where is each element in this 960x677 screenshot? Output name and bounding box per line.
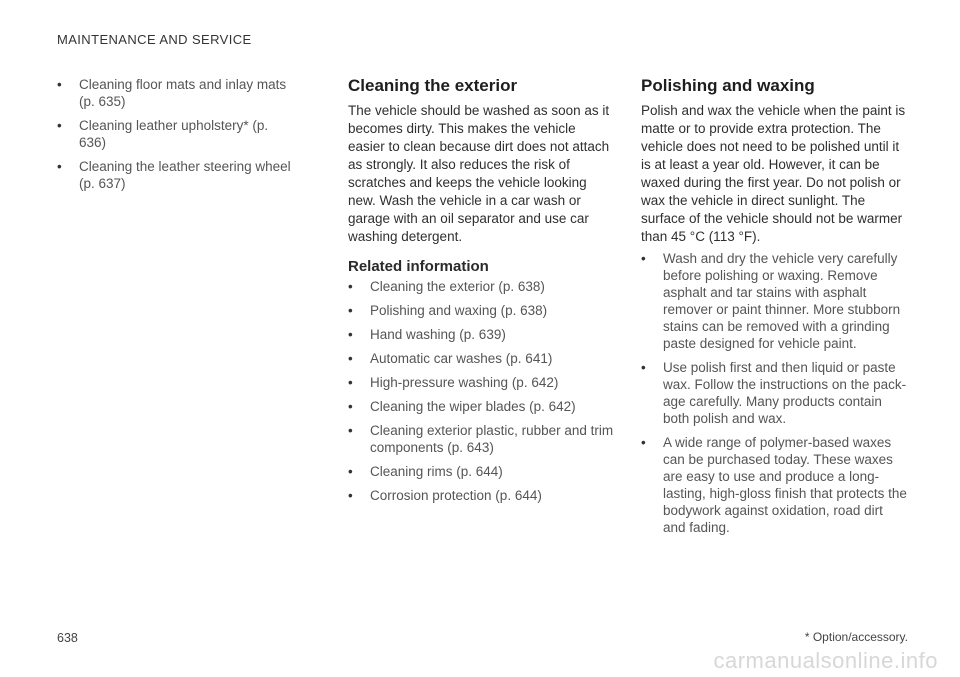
list-item-text: Cleaning exterior plastic, rubber and trim components (p. 643) — [370, 423, 614, 455]
bullet-icon: • — [348, 464, 353, 479]
list-item[interactable] — [348, 463, 616, 480]
continued-related-list — [57, 76, 297, 192]
bullet-icon: • — [348, 351, 353, 366]
list-item[interactable] — [57, 158, 297, 192]
bullet-icon: • — [641, 251, 646, 266]
footnote: * Option/accessory. — [804, 630, 908, 644]
related-information-heading: Related information — [348, 258, 489, 275]
list-item — [641, 250, 909, 352]
list-item-text: Cleaning the leather steering wheel (p. 637) — [79, 159, 291, 191]
list-item[interactable] — [348, 278, 616, 295]
bullet-icon: • — [641, 435, 646, 450]
list-item-text: Hand washing (p. 639) — [370, 327, 506, 342]
list-item — [641, 359, 909, 427]
section-header: MAINTENANCE AND SERVICE — [57, 32, 252, 47]
list-item[interactable] — [348, 374, 616, 391]
list-item — [641, 434, 909, 536]
continued-list-column — [57, 76, 297, 199]
list-item-text: Corrosion protection (p. 644) — [370, 488, 542, 503]
bullet-icon: • — [348, 375, 353, 390]
bullet-icon: • — [348, 327, 353, 342]
bullet-icon: • — [57, 118, 62, 133]
bullet-icon: • — [348, 279, 353, 294]
list-item-text: Cleaning leather upholstery* (p. 636) — [79, 118, 269, 150]
related-information-list — [348, 278, 616, 504]
bullet-icon: • — [348, 423, 353, 438]
bullet-icon: • — [57, 159, 62, 174]
list-item[interactable] — [57, 117, 297, 151]
list-item[interactable] — [348, 398, 616, 415]
intro-paragraph: The vehicle should be washed as soon as it becomes dirty. This makes the vehicle easier to clean because dirt does not attach as strongly. It also reduces the risk of scratches and keeps the vehicle looking new. Wash the vehicle in a car wash or garage with an oil separator and use car washing detergent. — [348, 103, 610, 244]
list-item[interactable] — [348, 302, 616, 319]
section-heading: Polishing and waxing — [641, 76, 815, 95]
bullet-icon: • — [348, 303, 353, 318]
bullet-icon: • — [57, 77, 62, 92]
list-item-text: Cleaning the exterior (p. 638) — [370, 279, 545, 294]
list-item-text: Cleaning the wiper blades (p. 642) — [370, 399, 576, 414]
list-item[interactable] — [348, 487, 616, 504]
polishing-waxing-column — [641, 76, 909, 543]
list-item[interactable] — [57, 76, 297, 110]
list-item-text: Use polish first and then liquid or paste wax. Follow the instructions on the pack-age carefully. Many products contain both polish and wax. — [663, 360, 907, 426]
bullet-icon: • — [348, 488, 353, 503]
list-item[interactable] — [348, 350, 616, 367]
page-number: 638 — [57, 631, 78, 645]
list-item-text: High-pressure washing (p. 642) — [370, 375, 559, 390]
list-item-text: Automatic car washes (p. 641) — [370, 351, 553, 366]
watermark: carmanualsonline.info — [713, 648, 938, 673]
cleaning-exterior-column — [348, 76, 616, 511]
list-item-text: A wide range of polymer-based waxes can be purchased today. These waxes are easy to use and produce a long-lasting, high-gloss finish that protects the bodywork against oxidation, road dirt and fading. — [663, 435, 907, 535]
intro-paragraph: Polish and wax the vehicle when the paint is matte or to provide extra protection. The vehicle does not need to be polished until it is at least a year old. However, it can be waxed during the first year. Do not polish or wax the vehicle in direct sunlight. The surface of the vehicle should not be warmer than 45 °C (113 °F). — [641, 103, 906, 244]
list-item[interactable] — [348, 326, 616, 343]
list-item-text: Wash and dry the vehicle very carefully before polishing or waxing. Remove asphalt and tar stains with asphalt remover or paint thinner. More stubborn stains can be removed with a grinding paste designed for vehicle paint. — [663, 251, 901, 351]
instruction-list — [641, 250, 909, 536]
list-item-text: Cleaning rims (p. 644) — [370, 464, 503, 479]
list-item[interactable] — [348, 422, 616, 456]
list-item-text: Polishing and waxing (p. 638) — [370, 303, 548, 318]
bullet-icon: • — [641, 360, 646, 375]
bullet-icon: • — [348, 399, 353, 414]
list-item-text: Cleaning floor mats and inlay mats (p. 635) — [79, 77, 287, 109]
section-heading: Cleaning the exterior — [348, 76, 518, 95]
